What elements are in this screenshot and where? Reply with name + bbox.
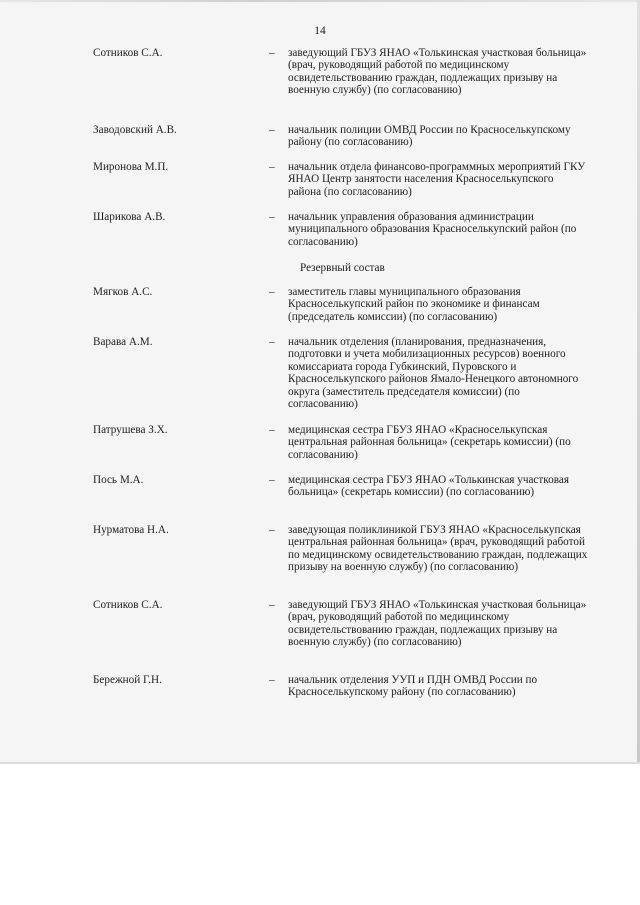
separator-dash: – xyxy=(269,474,275,486)
member-name: Миронова М.П. xyxy=(93,161,169,173)
member-role: заведующий ГБУЗ ЯНАО «Толькинская участковая больница» (врач, руководящий работой по медицинскому освидетельствованию граждан, подлежащих призыву на военную службу) (по согласованию) xyxy=(288,599,587,649)
member-role: начальник отделения (планирования, предназначения, подготовки и учета мобилизационных ресурсов) военного комиссариата города Губкинский, Пуровского и Красноселькупского районов Ямало-Ненецкого автономного округа (заместитель председателя комиссии) (по согласованию) xyxy=(288,336,579,411)
member-role: заведующий ГБУЗ ЯНАО «Толькинская участковая больница» (врач, руководящий работой по медицинскому освидетельствованию граждан, подлежащих призыву на военную службу) (по согласованию) xyxy=(288,47,587,97)
member-role: медицинская сестра ГБУЗ ЯНАО «Красноселькупская центральная районная больница» (секретарь комиссии) (по согласованию) xyxy=(288,424,571,461)
member-name: Патрушева З.Х. xyxy=(93,424,168,436)
separator-dash: – xyxy=(269,674,275,686)
member-name: Шарикова А.В. xyxy=(93,211,166,223)
reserve-section-title: Резервный состав xyxy=(300,262,385,274)
member-name: Бережной Г.Н. xyxy=(93,674,162,686)
separator-dash: – xyxy=(269,599,275,611)
separator-dash: – xyxy=(269,211,275,223)
member-name: Варава А.М. xyxy=(93,336,153,348)
separator-dash: – xyxy=(269,124,275,136)
separator-dash: – xyxy=(269,286,275,298)
separator-dash: – xyxy=(269,47,275,59)
member-name: Сотников С.А. xyxy=(93,47,163,59)
separator-dash: – xyxy=(269,424,275,436)
member-role: начальник управления образования администрации муниципального образования Красноселькупский район (по согласованию) xyxy=(288,211,577,248)
member-name: Нурматова Н.А. xyxy=(93,524,169,536)
member-name: Мягков А.С. xyxy=(93,286,153,298)
member-name: Заводовский А.В. xyxy=(93,124,177,136)
separator-dash: – xyxy=(269,336,275,348)
member-role: начальник отделения УУП и ПДН ОМВД России по Красноселькупскому району (по согласованию) xyxy=(288,674,538,699)
member-role: начальник полиции ОМВД России по Красноселькупскому району (по согласованию) xyxy=(288,124,571,149)
member-role: заместитель главы муниципального образования Красноселькупский район по экономике и финансам (председатель комиссии) (по согласованию) xyxy=(288,286,540,323)
member-name: Сотников С.А. xyxy=(93,599,163,611)
page-bottom-edge xyxy=(0,762,640,764)
member-name: Пось М.А. xyxy=(93,474,144,486)
member-role: начальник отдела финансово-программных мероприятий ГКУ ЯНАО Центр занятости населения Красноселькупского района (по согласованию) xyxy=(288,161,586,198)
page-number: 14 xyxy=(314,25,326,37)
page-top-edge xyxy=(0,0,640,2)
separator-dash: – xyxy=(269,161,275,173)
member-role: медицинская сестра ГБУЗ ЯНАО «Толькинская участковая больница» (секретарь комиссии) (по согласованию) xyxy=(288,474,569,499)
member-role: заведующая поликлиникой ГБУЗ ЯНАО «Красноселькупская центральная районная больница» (врач, руководящий работой по медицинскому освидетельствованию граждан, подлежащих призыву на военную службу) (по согласованию) xyxy=(288,524,588,574)
separator-dash: – xyxy=(269,524,275,536)
